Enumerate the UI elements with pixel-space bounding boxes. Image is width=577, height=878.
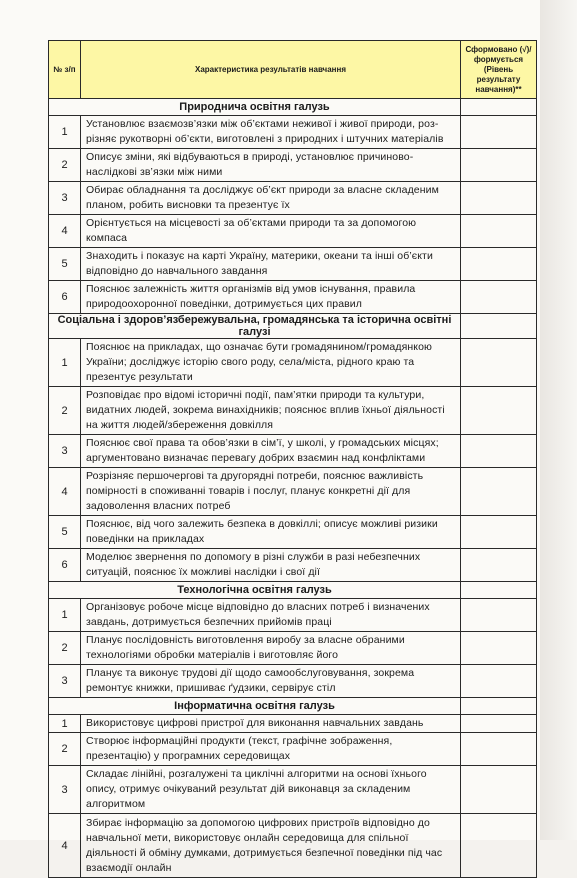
mark-cell[interactable]	[461, 215, 537, 248]
row-number: 3	[49, 435, 81, 468]
row-description: Планує та виконує трудові дії щодо самообслуговування, зокрема ремонтує книжки, пришиває ґудзики, сервірує стіл	[81, 665, 461, 698]
row-number: 1	[49, 599, 81, 632]
row-number: 3	[49, 766, 81, 814]
row-description: Знаходить і показує на карті Україну, материки, океани та інші об’єкти відповідно до навчального завдання	[81, 248, 461, 281]
table-row	[49, 766, 537, 814]
section-title: Технологічна освітня галузь	[49, 582, 461, 599]
row-number: 2	[49, 632, 81, 665]
mark-cell[interactable]	[461, 248, 537, 281]
row-description: Пояснює, від чого залежить безпека в довкіллі; описує можливі ризики поведінки на прикладах	[81, 516, 461, 549]
row-description: Створює інформаційні продукти (текст, графічне зображення, презентацію) у програмних середовищах	[81, 733, 461, 766]
section-mark-cell	[461, 99, 537, 116]
section-mark-cell	[461, 582, 537, 599]
row-description: Розрізняє першочергові та другорядні потреби, пояснює важливість помірності в споживанні товарів і послуг, планує конкретні дії для задоволення власних потреб	[81, 468, 461, 516]
mark-cell[interactable]	[461, 766, 537, 814]
row-description: Розповідає про відомі історичні події, пам’ятки природи та культури, видатних людей, зокрема винахідників; пояснює вплив їхньої діяльності на життя людей/збереження довкілля	[81, 387, 461, 435]
row-description: Пояснює на прикладах, що означає бути громадянином/громадянкою України; досліджує історію свого роду, села/міста, рідного краю та презентує результати	[81, 339, 461, 387]
row-number: 4	[49, 468, 81, 516]
header-number: № з/п	[49, 41, 81, 99]
mark-cell[interactable]	[461, 516, 537, 549]
section-header-row	[49, 314, 537, 339]
table-row	[49, 468, 537, 516]
mark-cell[interactable]	[461, 182, 537, 215]
row-number: 1	[49, 116, 81, 149]
mark-cell[interactable]	[461, 468, 537, 516]
mark-cell[interactable]	[461, 814, 537, 878]
row-description: Пояснює залежність життя організмів від умов існування, правила природоохоронної поведінки, дотримується цих правил	[81, 281, 461, 314]
row-description: Організовує робоче місце відповідно до власних потреб і визначених завдань, дотримується безпечних прийомів праці	[81, 599, 461, 632]
table-row	[49, 715, 537, 733]
section-mark-cell	[461, 314, 537, 339]
table-row	[49, 339, 537, 387]
row-description: Використовує цифрові пристрої для виконання навчальних завдань	[81, 715, 461, 733]
section-header-row	[49, 99, 537, 116]
section-title: Інформатична освітня галузь	[49, 698, 461, 715]
row-description: Складає лінійні, розгалужені та циклічні алгоритми на основі їхнього опису, отримує очікуваний результат дій виконавця за складеним алгоритмом	[81, 766, 461, 814]
row-description: Пояснює свої права та обов’язки в сім’ї, у школі, у громадських місцях; аргументовано визначає перевагу добрих взаємин над конфліктами	[81, 435, 461, 468]
learning-outcomes-table	[48, 40, 537, 878]
row-number: 1	[49, 715, 81, 733]
mark-cell[interactable]	[461, 435, 537, 468]
row-number: 5	[49, 516, 81, 549]
table-row	[49, 599, 537, 632]
row-description: Установлює взаємозв’язки між об’єктами неживої і живої природи, роз-різняє рукотворні об’єкти, виготовлені з природних і штучних матеріалів	[81, 116, 461, 149]
row-number: 6	[49, 549, 81, 582]
row-number: 6	[49, 281, 81, 314]
row-description: Планує послідовність виготовлення виробу за власне обраними технологіями обробки матеріалів і виготовляє його	[81, 632, 461, 665]
table-row	[49, 733, 537, 766]
mark-cell[interactable]	[461, 149, 537, 182]
mark-cell[interactable]	[461, 632, 537, 665]
row-description: Обирає обладнання та досліджує об’єкт природи за власне складеним планом, робить висновки та презентує їх	[81, 182, 461, 215]
row-number: 2	[49, 733, 81, 766]
mark-cell[interactable]	[461, 715, 537, 733]
table-row	[49, 665, 537, 698]
table-row	[49, 182, 537, 215]
table-row	[49, 149, 537, 182]
row-number: 3	[49, 665, 81, 698]
mark-cell[interactable]	[461, 339, 537, 387]
mark-cell[interactable]	[461, 116, 537, 149]
table-row	[49, 116, 537, 149]
header-mark: Сформовано (√)/ формується (Рівень результату навчання)**	[461, 41, 537, 99]
table-row	[49, 632, 537, 665]
row-description: Орієнтується на місцевості за об’єктами природи та за допомогою компаса	[81, 215, 461, 248]
header-description: Характеристика результатів навчання	[81, 41, 461, 99]
row-number: 4	[49, 814, 81, 878]
table-row	[49, 248, 537, 281]
row-number: 2	[49, 149, 81, 182]
section-title: Природнича освітня галузь	[49, 99, 461, 116]
row-number: 3	[49, 182, 81, 215]
table-row	[49, 281, 537, 314]
mark-cell[interactable]	[461, 599, 537, 632]
section-mark-cell	[461, 698, 537, 715]
section-header-row	[49, 582, 537, 599]
table-row	[49, 435, 537, 468]
row-number: 4	[49, 215, 81, 248]
page-edge	[540, 0, 577, 840]
section-header-row	[49, 698, 537, 715]
row-number: 5	[49, 248, 81, 281]
table-row	[49, 549, 537, 582]
mark-cell[interactable]	[461, 549, 537, 582]
row-description: Збирає інформацію за допомогою цифрових пристроїв відповідно до навчальної мети, використовує онлайн середовища для спільної діяльності й обміну думками, дотримується безпечної поведінки під час взаємодії онлайн	[81, 814, 461, 878]
mark-cell[interactable]	[461, 281, 537, 314]
table-row	[49, 814, 537, 878]
row-description: Моделює звернення по допомогу в різні служби в разі небезпечних ситуацій, пояснює їх можливі наслідки і свої дії	[81, 549, 461, 582]
mark-cell[interactable]	[461, 733, 537, 766]
table-header-row	[49, 41, 537, 99]
row-number: 1	[49, 339, 81, 387]
table-row	[49, 516, 537, 549]
row-description: Описує зміни, які відбуваються в природі, установлює причиново-наслідкові зв’язки між ними	[81, 149, 461, 182]
table-row	[49, 215, 537, 248]
table-row	[49, 387, 537, 435]
mark-cell[interactable]	[461, 387, 537, 435]
mark-cell[interactable]	[461, 665, 537, 698]
section-title: Соціальна і здоров’язбережувальна, громадянська та історична освітні галузі	[49, 314, 461, 339]
row-number: 2	[49, 387, 81, 435]
